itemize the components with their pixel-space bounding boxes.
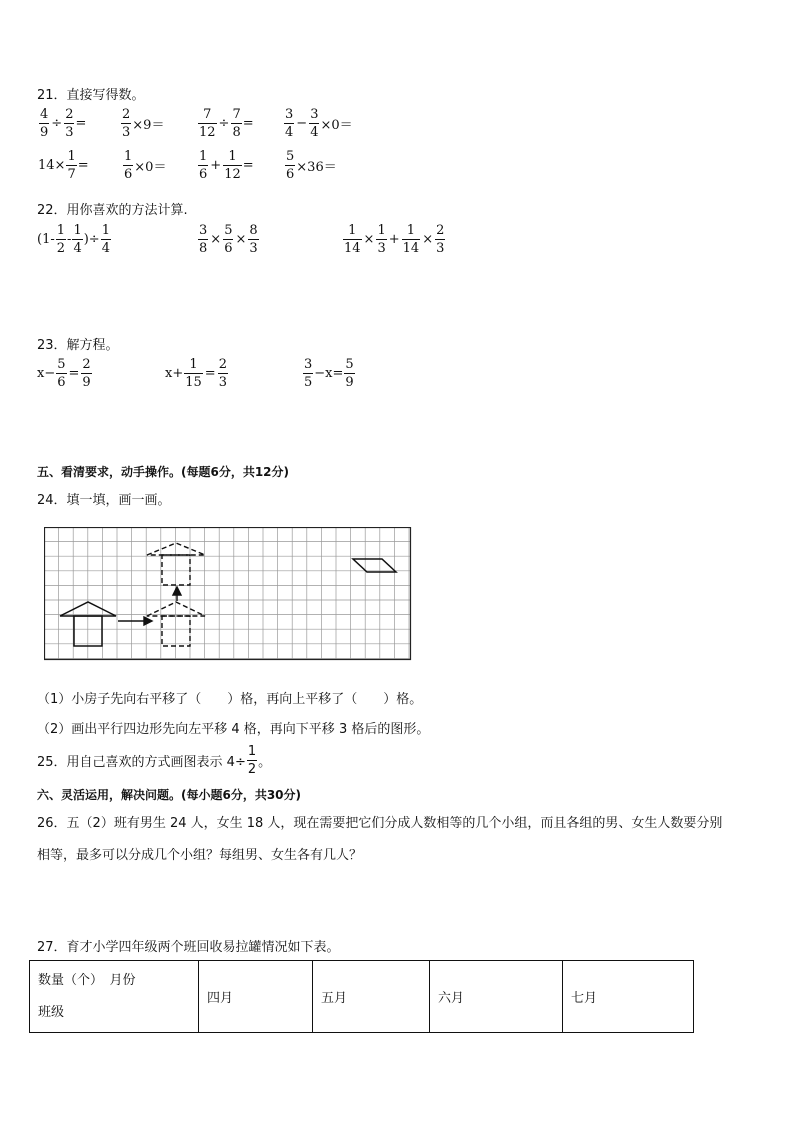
q23-title: 23．解方程。 [37, 338, 119, 353]
q24-title: 24．填一填，画一画。 [37, 493, 171, 508]
arrow-up [173, 587, 181, 601]
q22-expr-2: $\frac{3}{8}$ × $\frac{5}{6}$ × $\frac{8}{3}$ [199, 223, 258, 256]
q24-sub-1: （1）小房子先向右平移了（ ）格，再向上平移了（ ）格。 [37, 692, 423, 707]
q21-expr-8: $\frac{5}{6}$ ×36＝ [286, 149, 337, 182]
q21-expr-7: $\frac{1}{6}$ + $\frac{1}{12}$ = [199, 149, 254, 182]
header-corner-cell: 数量（个） 月份 班级 [30, 961, 199, 1033]
q25-question: 25．用自己喜欢的方式画图表示 4÷ $\frac{1}{2}$ 。 [37, 744, 272, 777]
grid-lines [44, 527, 411, 660]
q23-equation-1: x− $\frac{5}{6}$ = $\frac{2}{9}$ [37, 357, 91, 390]
q22-expr-3: $\frac{1}{14}$ × $\frac{1}{3}$ + $\frac{1}{14}$ × $\frac{2}{3}$ [344, 223, 445, 256]
month-april: 四月 [199, 961, 313, 1033]
q21-expr-5: 14× $\frac{1}{7}$ = [38, 149, 89, 182]
month-june: 六月 [430, 961, 563, 1033]
table-row [30, 961, 694, 1033]
q22-title: 22．用你喜欢的方法计算. [37, 203, 188, 218]
q21-title: 21．直接写得数。 [37, 88, 145, 103]
parallelogram [353, 559, 396, 572]
q26-line-2: 相等，最多可以分成几个小组？每组男、女生各有几人？ [37, 848, 363, 863]
q21-expr-2: $\frac{2}{3}$ ×9＝ [122, 107, 165, 140]
arrow-right [118, 617, 152, 625]
month-july: 七月 [563, 961, 694, 1033]
q22-expr-1: (1- $\frac{1}{2}$ - $\frac{1}{4}$ )÷ $\frac{1}{4}$ [37, 223, 110, 256]
month-may: 五月 [313, 961, 430, 1033]
q23-equation-2: x+ $\frac{1}{15}$ = $\frac{2}{3}$ [165, 357, 227, 390]
section-5-heading: 五、看清要求，动手操作。(每题6分，共12分) [37, 465, 290, 479]
q24-grid-figure [44, 527, 412, 661]
q21-expr-6: $\frac{1}{6}$ ×0＝ [124, 149, 167, 182]
q27-title: 27．育才小学四年级两个班回收易拉罐情况如下表。 [37, 940, 340, 955]
q27-table [29, 960, 694, 1033]
q26-line-1: 26．五（2）班有男生 24 人，女生 18 人，现在需要把它们分成人数相等的几个小组，而且各组的男、女生人数要分别 [37, 816, 723, 831]
q23-equation-3: $\frac{3}{5}$ −x= $\frac{5}{9}$ [304, 357, 354, 390]
grid-border [45, 528, 411, 660]
section-6-heading: 六、灵活运用，解决问题。(每小题6分，共30分) [37, 788, 302, 802]
q21-expr-1: $\frac{4}{9}$ ÷ $\frac{2}{3}$ = [40, 107, 87, 140]
q21-expr-4: $\frac{3}{4}$ − $\frac{3}{4}$ ×0＝ [285, 107, 353, 140]
q21-expr-3: $\frac{7}{12}$ ÷ $\frac{7}{8}$ = [199, 107, 254, 140]
house-moved-up [147, 543, 205, 585]
house-moved-right [147, 602, 205, 646]
q24-sub-2: （2）画出平行四边形先向左平移 4 格，再向下平移 3 格后的图形。 [37, 722, 430, 737]
